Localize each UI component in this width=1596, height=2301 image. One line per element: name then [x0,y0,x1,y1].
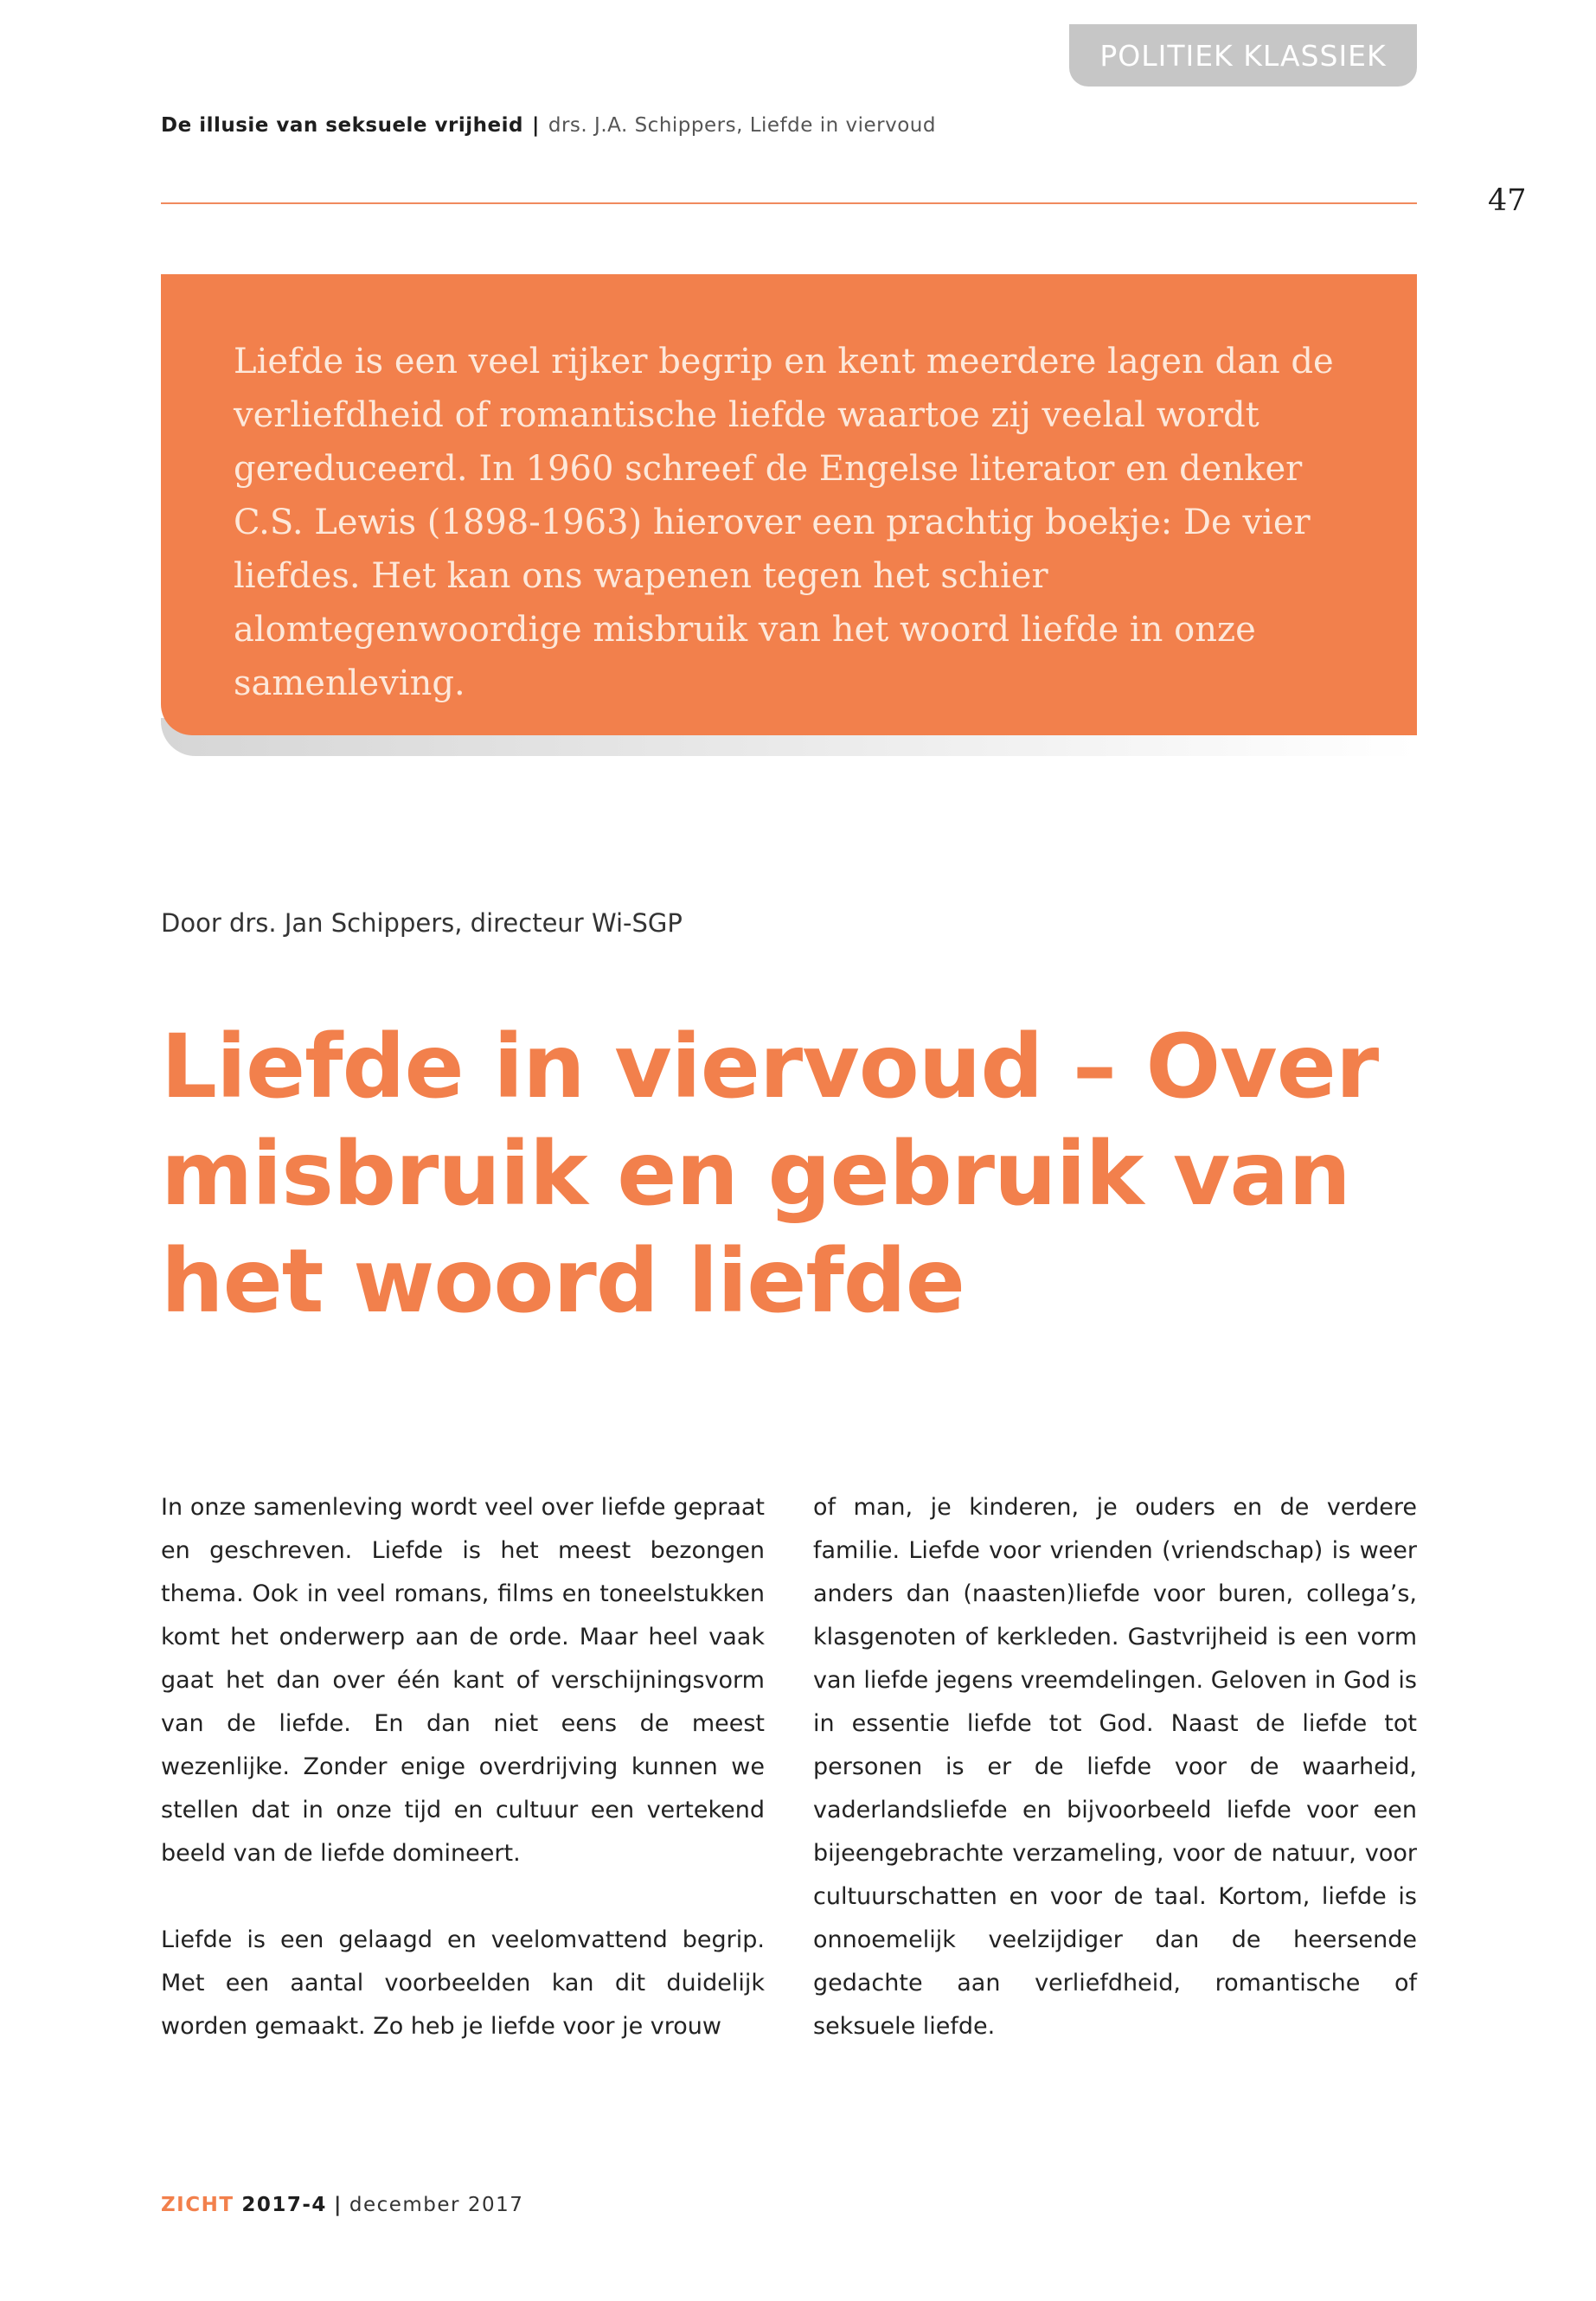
intro-text: Liefde is een veel rijker begrip en kent meerdere lagen dan de verliefdheid of romantische liefde waartoe zij veelal wordt gereduceerd. In 1960 schreef de Engelse literator en denker C.S. Lewis (1898-1963) hierover een prachtig boekje: De vier liefdes. Het kan ons wapenen tegen het schier alomtegenwoordige misbruik van het woord liefde in onze samenleving. [234,342,1334,703]
paragraph: Liefde is een gelaagd en veelomvattend begrip. Met een aantal voorbeelden kan dit duidelijk worden gemaakt. Zo heb je liefde voor je vrouw [161,1926,765,2040]
paragraph: In onze samenleving wordt veel over liefde gepraat en geschreven. Liefde is het meest bezongen thema. Ook in veel romans, films en toneelstukken komt het onderwerp aan de orde. Maar heel vaak gaat het dan over één kant of verschijningsvorm van de liefde. En dan niet eens de meest wezenlijke. Zonder enige overdrijving kunnen we stellen dat in onze tijd en cultuur een vertekend beeld van de liefde domineert. [161,1494,765,1867]
running-author: drs. J.A. Schippers, Liefde in viervoud [548,114,936,137]
article-title: Liefde in viervoud – Over misbruik en gebruik van het woord liefde [161,1016,1379,1333]
running-title: De illusie van seksuele vrijheid [161,114,523,137]
byline: Door drs. Jan Schippers, directeur Wi-SGP [161,908,683,938]
intro-box [161,274,1417,735]
header-rule [161,202,1417,204]
footer-separator: | [333,2194,343,2216]
paragraph: of man, je kinderen, je ouders en de verdere familie. Liefde voor vrienden (vriendschap) is weer anders dan (naasten)liefde voor buren, collega’s, klasgenoten of kerkleden. Gastvrijheid is een vorm van liefde jegens vreemdelingen. Geloven in God is in essentie liefde tot God. Naast de liefde tot personen is er de liefde voor de waarheid, vaderlandsliefde en bijvoorbeeld liefde voor een bijeengebrachte verzameling, voor de natuur, voor cultuurschatten en voor de taal. Kortom, liefde is onnoemelijk veelzijdiger dan de heersende gedachte aan verliefdheid, romantische of seksuele liefde. [813,1494,1417,2040]
footer [161,2194,523,2216]
running-header [161,114,936,137]
running-separator: | [531,114,540,137]
column-right [813,1486,1417,2048]
magazine-name: ZICHT [161,2194,234,2216]
section-tab: POLITIEK KLASSIEK [1069,24,1417,87]
column-left [161,1486,765,2048]
page-number: 47 [1488,183,1527,218]
issue-number: 2017-4 [241,2194,327,2216]
issue-date: december 2017 [349,2194,524,2216]
